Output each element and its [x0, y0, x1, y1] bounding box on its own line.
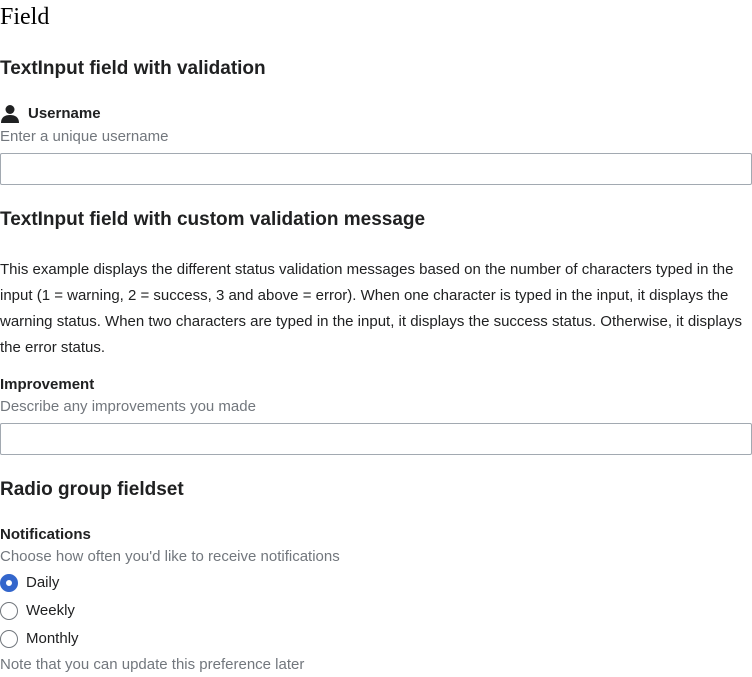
section-heading-custom-validation: TextInput field with custom validation message	[0, 209, 426, 230]
radio-label-daily[interactable]: Daily	[26, 574, 60, 591]
radio-option-weekly[interactable]	[0, 601, 75, 621]
improvement-label-row	[0, 375, 94, 395]
username-label-row	[0, 104, 101, 124]
radio-button-daily[interactable]	[0, 574, 18, 592]
page-title: Field	[0, 4, 50, 30]
custom-validation-description: This example displays the different status validation messages based on the number of characters typed in the input (1 = warning, 2 = success, 3 and above = error). When one character is typed in the input, it displays the warning status. When two characters are typed in the input, it displays the success status. Otherwise, it displays the error status.	[0, 261, 743, 356]
radio-option-daily[interactable]	[0, 573, 59, 593]
username-label: Username	[28, 105, 101, 122]
radio-label-monthly[interactable]: Monthly	[26, 630, 79, 647]
section-heading-radio-group: Radio group fieldset	[0, 479, 184, 500]
notifications-footer-note: Note that you can update this preference later	[0, 656, 305, 673]
notifications-legend: Notifications	[0, 526, 91, 543]
section-heading-validation: TextInput field with validation	[0, 58, 266, 79]
improvement-help-text: Describe any improvements you made	[0, 398, 256, 415]
improvement-label: Improvement	[0, 376, 95, 393]
improvement-input[interactable]	[0, 423, 752, 455]
radio-button-weekly[interactable]	[0, 602, 18, 620]
user-avatar-icon	[0, 104, 20, 124]
notifications-legend-row	[0, 525, 91, 545]
notifications-help-text: Choose how often you'd like to receive notifications	[0, 548, 340, 565]
username-help-text: Enter a unique username	[0, 128, 169, 145]
radio-label-weekly[interactable]: Weekly	[26, 602, 75, 619]
username-input[interactable]	[0, 153, 752, 185]
radio-option-monthly[interactable]	[0, 629, 79, 649]
radio-button-monthly[interactable]	[0, 630, 18, 648]
